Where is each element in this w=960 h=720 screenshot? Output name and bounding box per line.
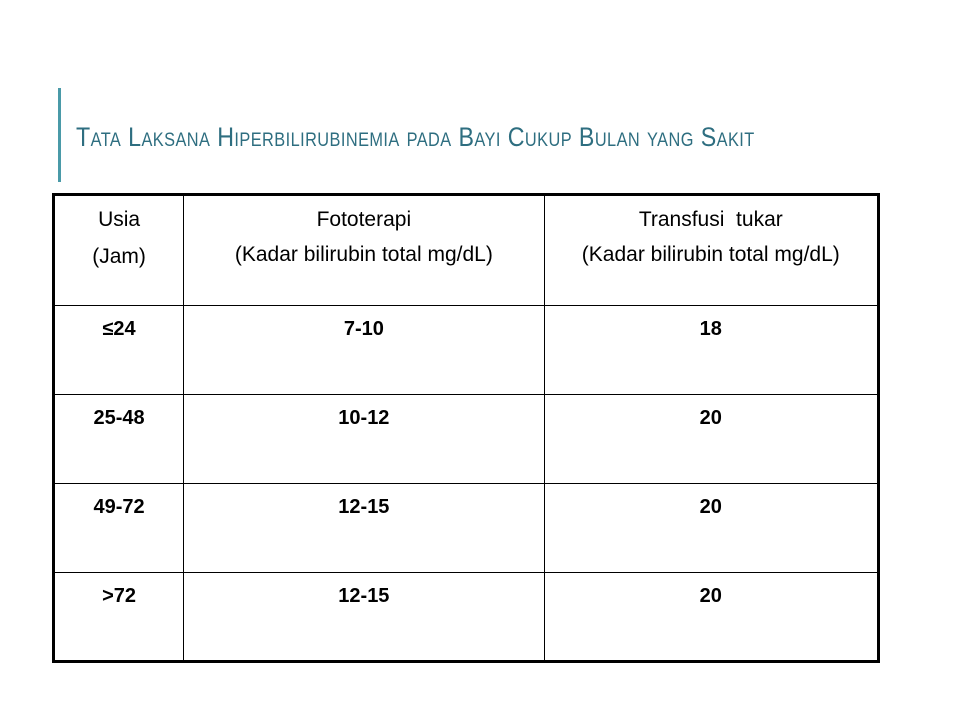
cell-transfusi: 20 <box>544 395 878 484</box>
header-fototerapi <box>184 195 544 306</box>
table-header-row <box>54 195 879 306</box>
cell-usia: ≤24 <box>54 306 184 395</box>
header-transfusi-line1: Transfusi tukar <box>638 208 783 231</box>
title-accent-bar <box>58 88 61 182</box>
cell-fototerapi: 7-10 <box>184 306 544 395</box>
header-usia-line1: Usia <box>98 208 141 231</box>
cell-transfusi: 20 <box>544 484 878 573</box>
table-row <box>54 395 879 484</box>
slide-title: Tata Laksana Hiperbilirubinemia pada Bayi Cukup Bulan yang Sakit <box>76 122 755 152</box>
header-usia <box>54 195 184 306</box>
cell-usia: 49-72 <box>54 484 184 573</box>
table-row <box>54 573 879 662</box>
header-fototerapi-line1: Fototerapi <box>316 208 412 231</box>
cell-transfusi: 18 <box>544 306 878 395</box>
header-usia-line2: (Jam) <box>92 245 146 268</box>
table-row <box>54 306 879 395</box>
cell-usia: 25-48 <box>54 395 184 484</box>
cell-fototerapi: 10-12 <box>184 395 544 484</box>
cell-transfusi: 20 <box>544 573 878 662</box>
bilirubin-table <box>52 193 880 663</box>
header-transfusi-line2: (Kadar bilirubin total mg/dL) <box>581 243 840 266</box>
cell-fototerapi: 12-15 <box>184 484 544 573</box>
header-fototerapi-line2: (Kadar bilirubin total mg/dL) <box>234 243 493 266</box>
cell-usia: >72 <box>54 573 184 662</box>
cell-fototerapi: 12-15 <box>184 573 544 662</box>
header-transfusi-tukar <box>544 195 878 306</box>
table-row <box>54 484 879 573</box>
